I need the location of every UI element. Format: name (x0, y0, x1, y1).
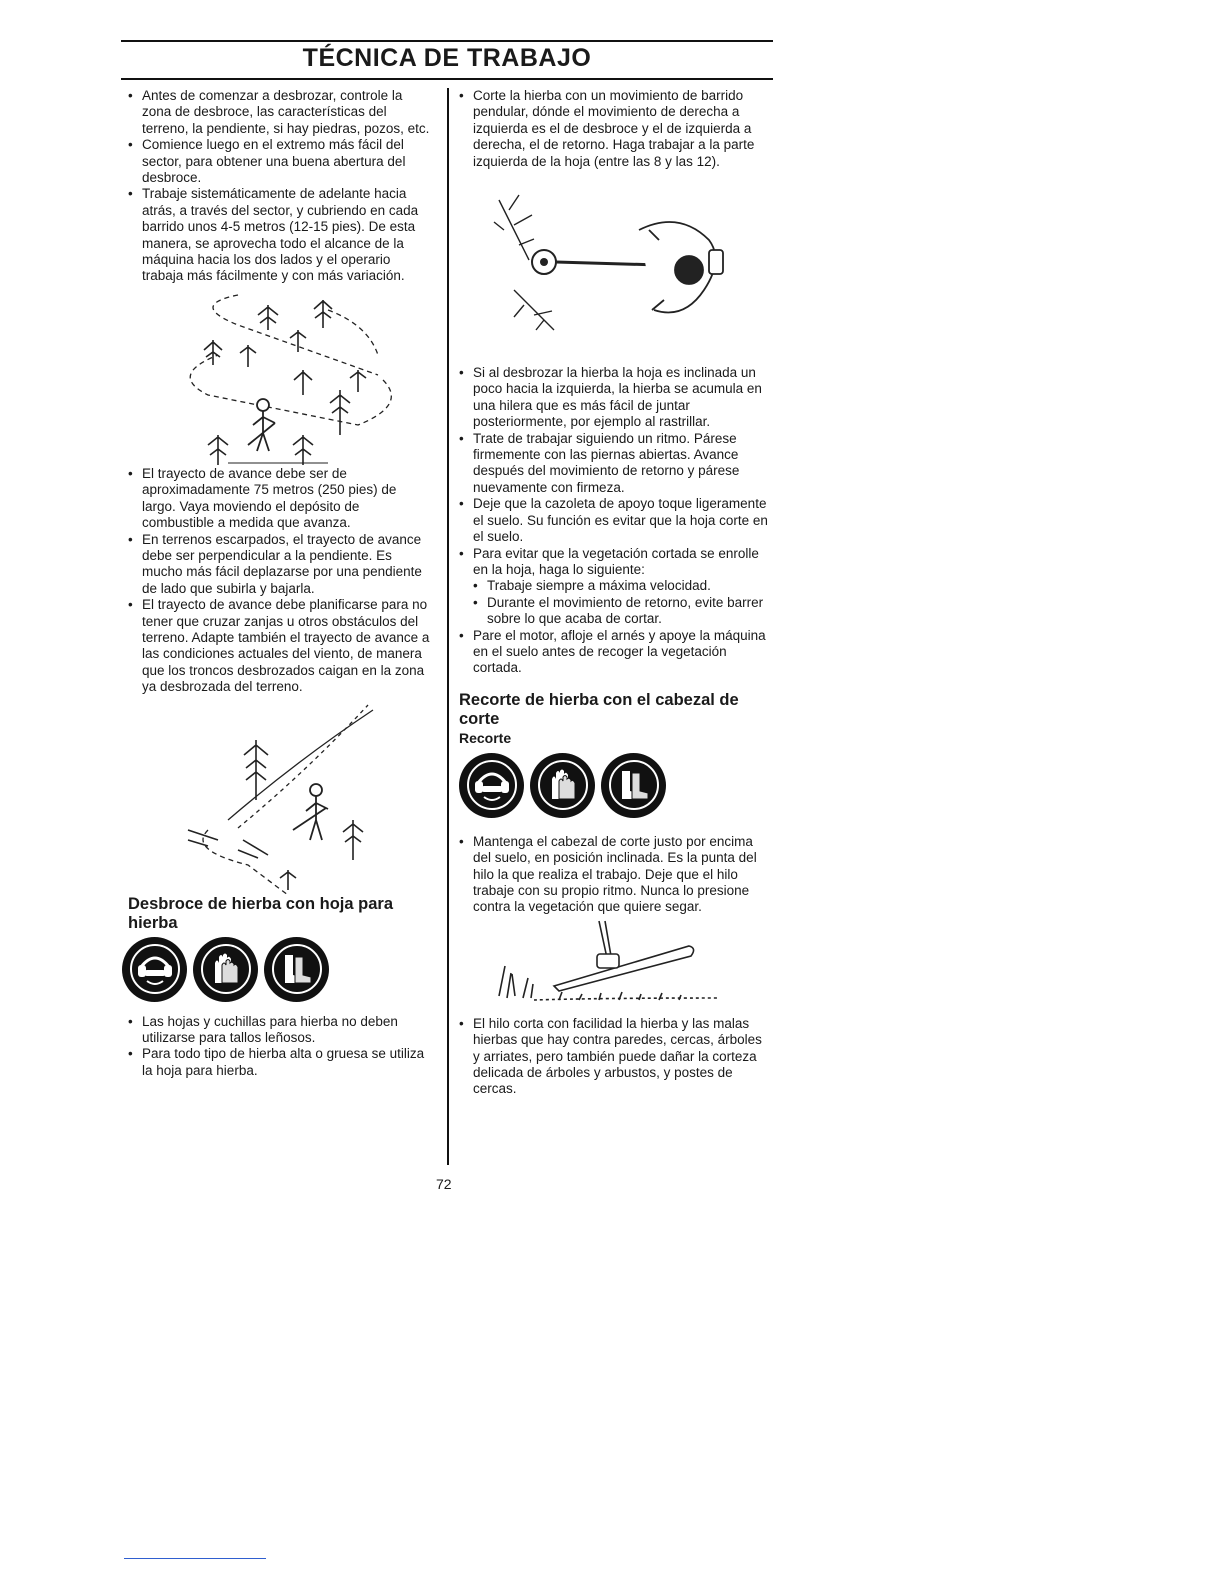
list-item: • Durante el movimiento de retorno, evite barrer sobre lo que acaba de cortar. (473, 595, 769, 628)
sub-bullet-list (473, 578, 769, 627)
list-item: • El trayecto de avance debe planificarse para no tener que cruzar zanjas u otros obstáculos del terreno. Adapte también el trayecto de avance a las condiciones actuales del viento, de manera que los troncos desbrozados caigan en la zona ya desbrozada del terreno. (128, 597, 431, 695)
list-item: • Corte la hierba con un movimiento de barrido pendular, dónde el movimiento de derecha a izquierda es el de desbroce y el de izquierda a derecha, el de retorno. Haga trabajar a la parte izquierda de la hoja (entre las 8 y las 12). (459, 88, 769, 170)
bullet-list (459, 365, 769, 677)
list-item: • Trabaje sistemáticamente de adelante hacia atrás, a través del sector, y cubriendo en cada barrido unos 4-5 metros (12-15 pies). De esta manera, se aprovecha todo el alcance de la máquina hacia los dos lados y el operario trabaja más fácilmente y con más variación. (128, 186, 431, 284)
list-item: • En terrenos escarpados, el trayecto de avance debe ser perpendicular a la pendiente. Es mucho más fácil deplazarse por una pendiente de lado que subirla y bajarla. (128, 532, 431, 598)
list-item: • Deje que la cazoleta de apoyo toque ligeramente el suelo. Su función es evitar que la hoja corte en el suelo. (459, 496, 769, 545)
list-item: • Para todo tipo de hierba alta o gruesa se utiliza la hoja para hierba. (128, 1046, 431, 1079)
page-number: 72 (436, 1176, 452, 1192)
bullet-list (128, 466, 431, 696)
boots-icon (601, 753, 666, 818)
list-item: • Comience luego en el extremo más fácil del sector, para obtener una buena abertura del desbroce. (128, 137, 431, 186)
right-column (459, 88, 769, 1098)
list-item: • Trabaje siempre a máxima velocidad. (473, 578, 769, 594)
ppe-icon-row (122, 937, 431, 1002)
subheading: Recorte (459, 729, 512, 746)
bullet-list (459, 1016, 769, 1098)
footer-rule (124, 1558, 266, 1559)
left-column (128, 88, 431, 1079)
ear-eye-protection-icon (122, 937, 187, 1002)
top-rule (121, 40, 773, 42)
section-heading: Desbroce de hierba con hoja para hierba (128, 894, 393, 932)
blade-sweep-illustration (459, 170, 769, 365)
list-item: • Antes de comenzar a desbrozar, controle la zona de desbroce, las características del terreno, la pendiente, si hay piedras, pozos, etc. (128, 88, 431, 137)
trimmer-head-illustration (459, 916, 769, 1016)
ear-eye-protection-icon (459, 753, 524, 818)
bullet-list (459, 834, 769, 916)
list-item: • Mantenga el cabezal de corte justo por encima del suelo, en posición inclinada. Es la punta del hilo la que realiza el trabajo. Deje que el hilo trabaje con su propio ritmo. Nunca lo presione contra la vegetación que quiere segar. (459, 834, 769, 916)
list-item-text: Para evitar que la vegetación cortada se enrolle en la hoja, haga lo siguiente: (473, 545, 759, 577)
ppe-icon-row (459, 753, 769, 818)
list-item: • Las hojas y cuchillas para hierba no deben utilizarse para tallos leñosos. (128, 1014, 431, 1047)
page-title: TÉCNICA DE TRABAJO (302, 44, 592, 72)
bullet-list (128, 1014, 431, 1080)
boots-icon (264, 937, 329, 1002)
list-item (459, 546, 769, 628)
gloves-icon (193, 937, 258, 1002)
list-item: • Trate de trabajar siguiendo un ritmo. Párese firmemente con las piernas abiertas. Avance después del movimiento de retorno y párese nuevamente con firmeza. (459, 431, 769, 497)
list-item: • El trayecto de avance debe ser de aproximadamente 75 metros (250 pies) de largo. Vaya moviendo el depósito de combustible a medida que avanza. (128, 466, 431, 532)
section-heading: Recorte de hierba con el cabezal de corte (459, 690, 739, 728)
list-item: • Pare el motor, afloje el arnés y apoye la máquina en el suelo antes de recoger la vegetación cortada. (459, 628, 769, 677)
bullet-list (128, 88, 431, 285)
path-planning-illustration (128, 700, 431, 905)
list-item: • El hilo corta con facilidad la hierba y las malas hierbas que hay contra paredes, cercas, árboles y arriates, pero también puede dañar la corteza delicada de árboles y arbustos, y postes de cercas. (459, 1016, 769, 1098)
bullet-list (459, 88, 769, 170)
list-item: • Si al desbrozar la hierba la hoja es inclinada un poco hacia la izquierda, la hierba se acumula en una hilera que es más fácil de juntar posteriormente, por ejemplo al rastrillar. (459, 365, 769, 431)
gloves-icon (530, 753, 595, 818)
column-divider (447, 88, 449, 1165)
bottom-rule (121, 78, 773, 80)
clearing-pattern-illustration (128, 285, 431, 467)
